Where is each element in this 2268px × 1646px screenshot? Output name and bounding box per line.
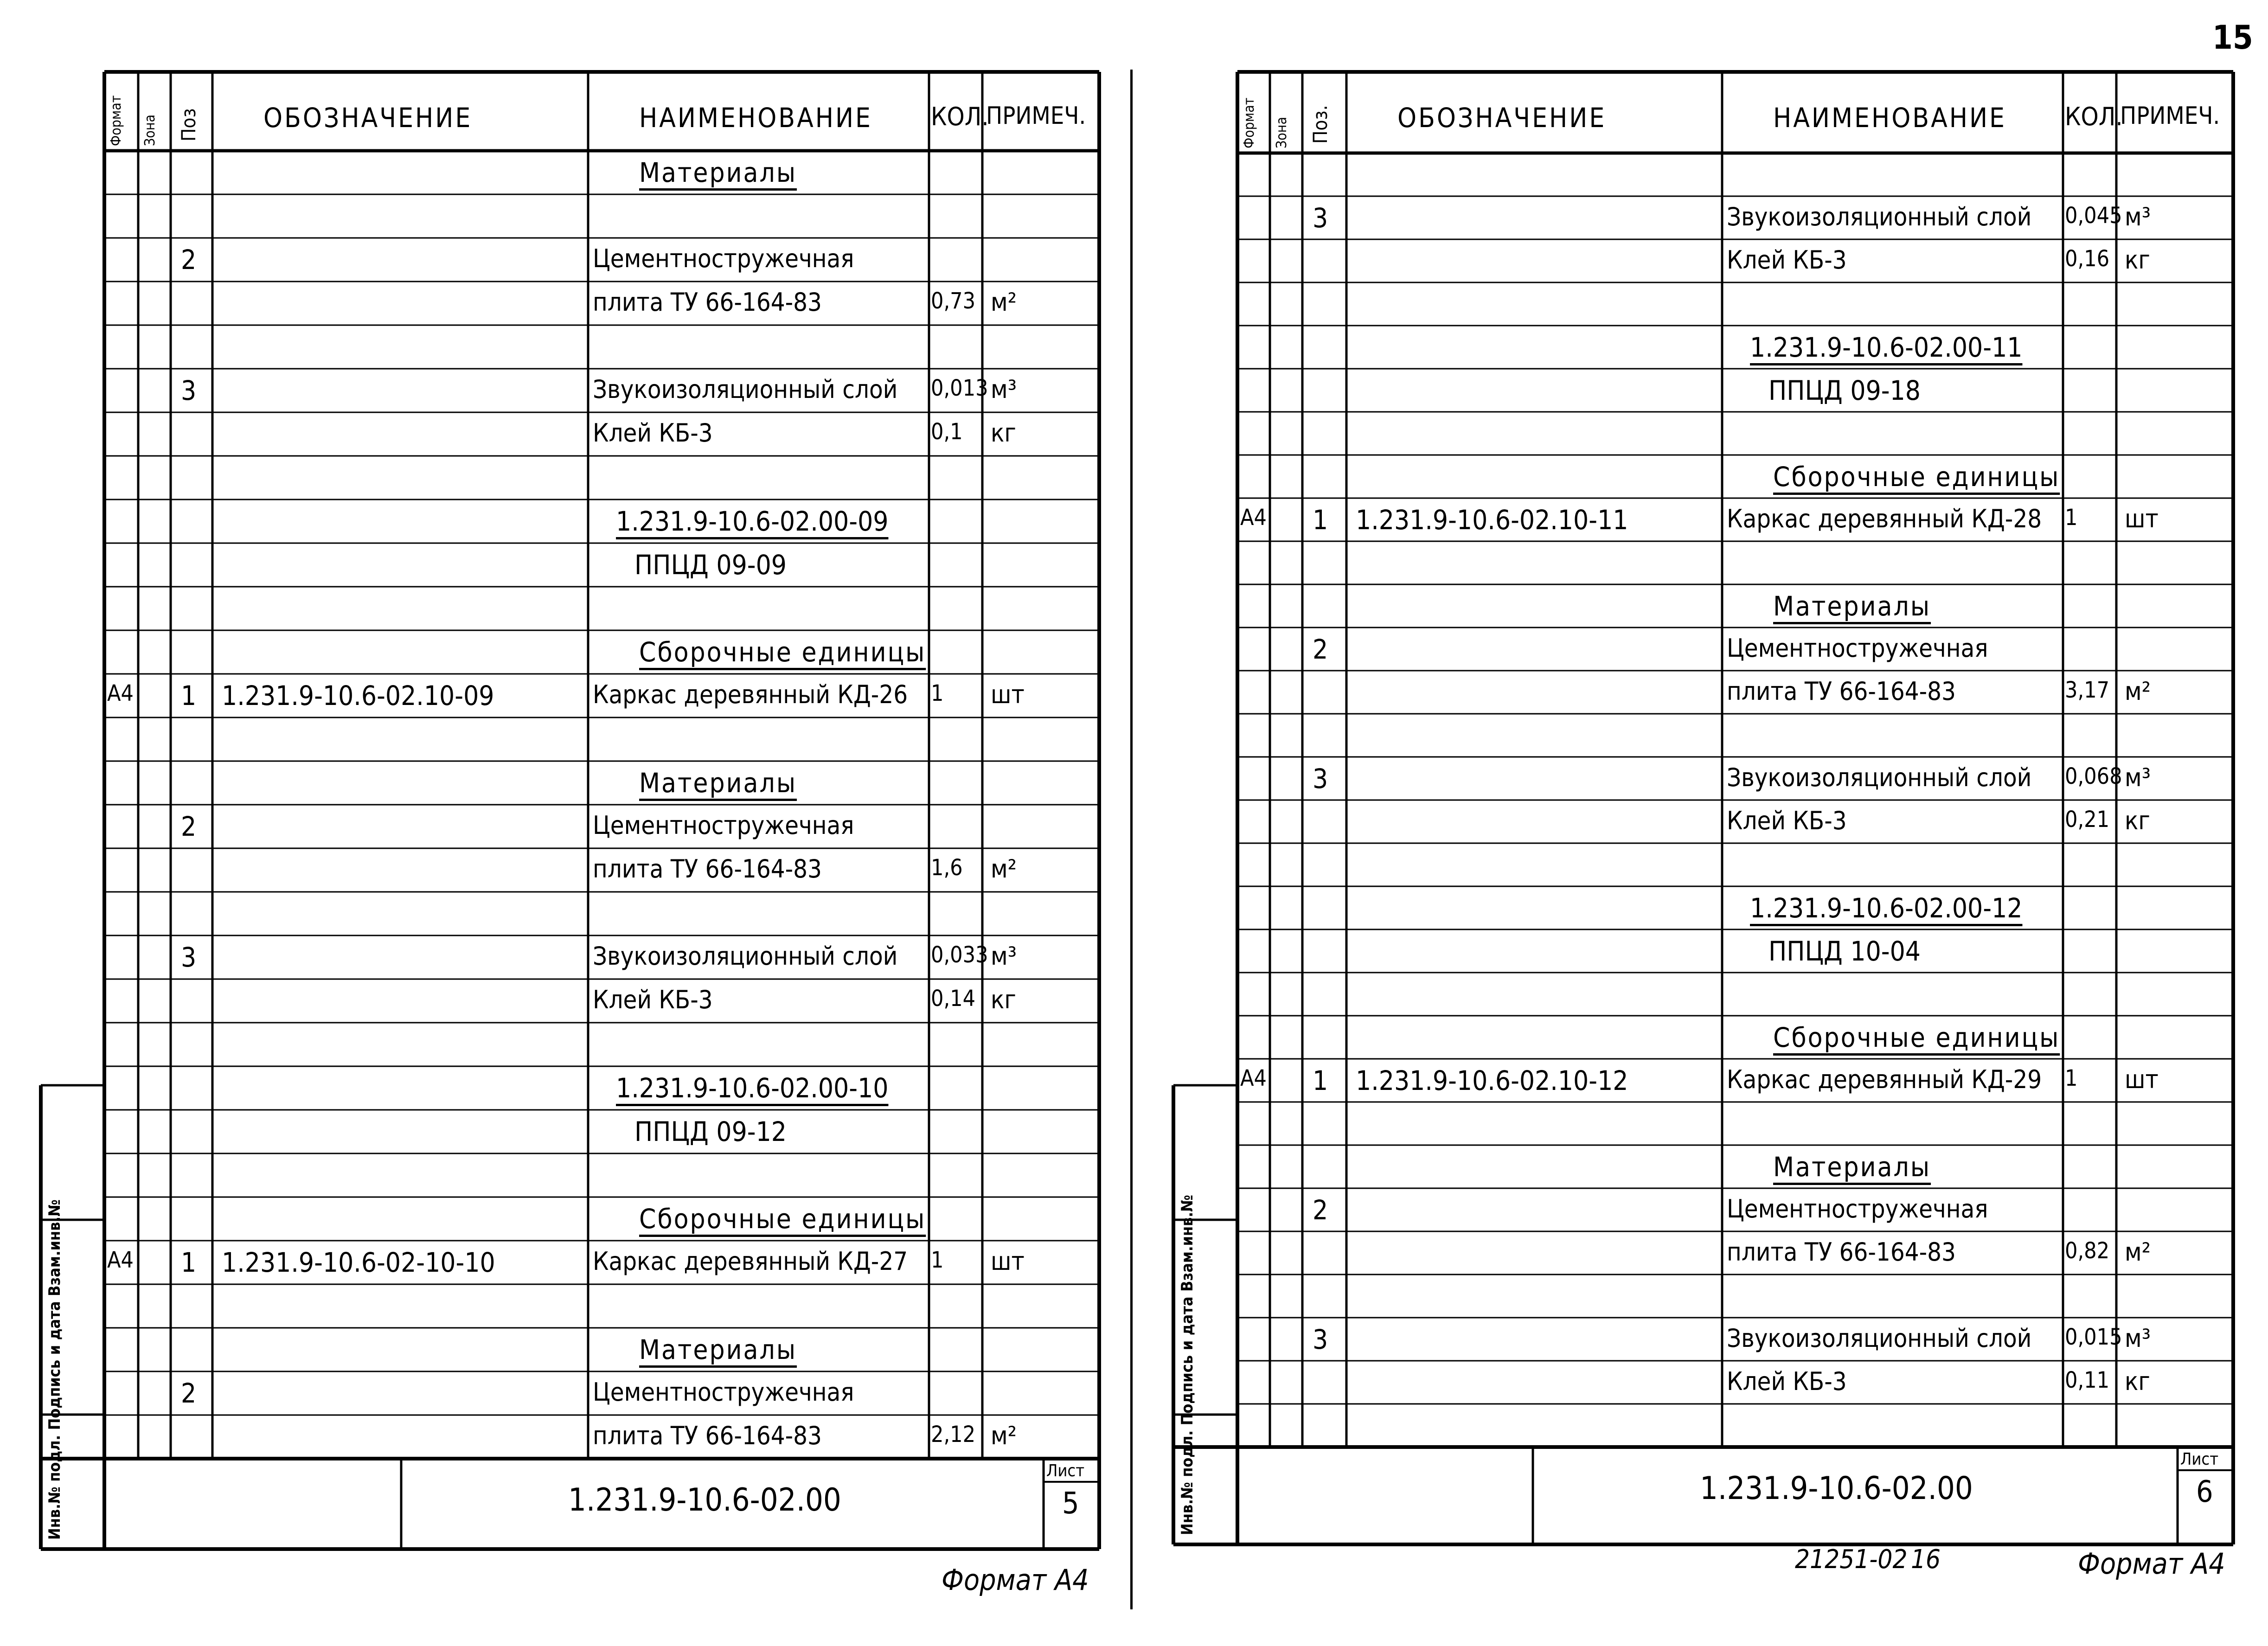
row-name: Клей КБ-3	[1727, 245, 1847, 275]
row-note: м²	[2125, 677, 2151, 706]
row-position: 1	[181, 1247, 197, 1278]
row-name: Звукоизоляционный слой	[593, 941, 898, 971]
row-name: Каркас деревянный КД-28	[1727, 504, 2042, 533]
row-quantity: 0,82	[2065, 1238, 2110, 1264]
row-position: 2	[181, 244, 197, 275]
format-label-right: Формат А4	[2078, 1547, 2225, 1581]
row-position: 3	[181, 375, 197, 406]
row-name: плита ТУ 66-164-83	[1727, 677, 1956, 706]
archive-page: 16	[1911, 1544, 1941, 1575]
row-designation: 1.231.9-10.6-02.10-12	[1356, 1065, 1628, 1096]
sheet-number: 6	[2196, 1475, 2213, 1509]
row-name: Материалы	[639, 767, 797, 799]
row-note: кг	[2125, 245, 2150, 275]
row-name: Сборочные единицы	[639, 636, 926, 668]
row-quantity: 0,015	[2065, 1324, 2122, 1350]
row-quantity: 1	[2065, 1065, 2078, 1091]
row-note: кг	[2125, 1367, 2150, 1396]
row-name: плита ТУ 66-164-83	[593, 854, 822, 884]
header-qty: КОЛ.	[2065, 102, 2123, 131]
header-note: ПРИМЕЧ.	[2120, 102, 2220, 130]
row-name: Материалы	[1773, 590, 1931, 622]
row-name: Цементностружечная	[593, 811, 854, 840]
row-note: шт	[2125, 1065, 2159, 1094]
row-quantity: 0,16	[2065, 246, 2110, 272]
row-name: Материалы	[1773, 1151, 1931, 1183]
row-name: Сборочные единицы	[1773, 1022, 2060, 1053]
row-note: м³	[2125, 1324, 2151, 1353]
row-name: Клей КБ-3	[593, 418, 713, 448]
row-quantity: 0,045	[2065, 203, 2122, 229]
row-note: м²	[991, 288, 1017, 317]
row-quantity: 0,013	[931, 375, 988, 401]
row-format: А4	[1240, 1065, 1267, 1091]
row-name: ППЦД 09-09	[634, 549, 787, 581]
row-position: 3	[1313, 202, 1328, 234]
header-zone: Зона	[1274, 117, 1290, 148]
row-designation: 1.231.9-10.6-02.10-11	[1356, 504, 1628, 536]
row-name: Цементностружечная	[1727, 1194, 1988, 1223]
side-stamp-label: Инв.№ подл. Подпись и дата Взам.инв.№	[1178, 1195, 1197, 1535]
row-quantity: 3,17	[2065, 677, 2110, 703]
row-note: м³	[991, 941, 1017, 971]
row-note: м³	[2125, 763, 2151, 792]
row-name: Каркас деревянный КД-27	[593, 1247, 908, 1276]
document-code: 1.231.9-10.6-02.00	[1700, 1470, 1973, 1507]
row-format: А4	[107, 1247, 134, 1273]
row-position: 2	[181, 811, 197, 842]
sheet-label: Лист	[2180, 1450, 2219, 1469]
row-position: 2	[1313, 634, 1328, 665]
row-name: Материалы	[639, 157, 797, 188]
header-designation: ОБОЗНАЧЕНИЕ	[263, 102, 473, 134]
row-name: Сборочные единицы	[1773, 461, 2060, 493]
header-zone: Зона	[142, 115, 158, 146]
row-name: Звукоизоляционный слой	[1727, 202, 2032, 231]
row-position: 1	[1313, 504, 1328, 536]
row-quantity: 0,11	[2065, 1367, 2110, 1393]
row-note: м³	[991, 375, 1017, 404]
row-name: Цементностружечная	[1727, 634, 1988, 663]
row-name: Каркас деревянный КД-26	[593, 680, 908, 709]
row-quantity: 0,033	[931, 942, 988, 968]
sheet-label: Лист	[1046, 1461, 1085, 1480]
page-number: 15	[2212, 19, 2253, 57]
row-name: ППЦД 09-12	[634, 1116, 787, 1147]
document-code: 1.231.9-10.6-02.00	[568, 1482, 841, 1518]
row-note: кг	[991, 985, 1016, 1014]
row-name: Каркас деревянный КД-29	[1727, 1065, 2042, 1094]
row-position: 3	[181, 941, 197, 973]
row-note: кг	[2125, 806, 2150, 835]
row-quantity: 1	[931, 680, 944, 706]
row-note: кг	[991, 418, 1016, 448]
header-pos: Поз	[177, 108, 200, 141]
row-designation: 1.231.9-10.6-02.10-09	[222, 680, 494, 711]
row-name: 1.231.9-10.6-02.00-09	[616, 506, 889, 537]
row-format: А4	[1240, 505, 1267, 531]
row-name: Клей КБ-3	[593, 985, 713, 1014]
row-position: 2	[181, 1377, 197, 1409]
row-name: Клей КБ-3	[1727, 806, 1847, 835]
row-name: Цементностружечная	[593, 1377, 854, 1407]
row-note: м²	[991, 854, 1017, 884]
archive-number: 21251-02	[1795, 1544, 1908, 1575]
row-quantity: 1,6	[931, 855, 963, 881]
row-note: м³	[2125, 202, 2151, 231]
header-pos: Поз.	[1309, 105, 1332, 144]
row-note: шт	[991, 680, 1025, 709]
row-name: ППЦД 10-04	[1768, 935, 1921, 967]
header-name: НАИМЕНОВАНИЕ	[1773, 102, 2006, 134]
row-quantity: 0,21	[2065, 807, 2110, 833]
row-quantity: 1	[2065, 505, 2078, 531]
row-note: м²	[991, 1421, 1017, 1450]
row-name: 1.231.9-10.6-02.00-12	[1750, 892, 2023, 924]
row-name: Звукоизоляционный слой	[1727, 763, 2032, 792]
row-quantity: 0,73	[931, 288, 976, 314]
row-quantity: 0,1	[931, 419, 963, 445]
row-name: Цементностружечная	[593, 244, 854, 273]
row-name: 1.231.9-10.6-02.00-11	[1750, 332, 2023, 363]
row-name: Материалы	[639, 1334, 797, 1365]
row-name: Клей КБ-3	[1727, 1367, 1847, 1396]
row-note: м²	[2125, 1237, 2151, 1267]
header-name: НАИМЕНОВАНИЕ	[639, 102, 872, 134]
header-designation: ОБОЗНАЧЕНИЕ	[1397, 102, 1607, 134]
side-stamp-label: Инв.№ подл. Подпись и дата Взам.инв.№	[45, 1199, 64, 1540]
row-name: Звукоизоляционный слой	[593, 375, 898, 404]
row-name: 1.231.9-10.6-02.00-10	[616, 1072, 889, 1104]
row-position: 3	[1313, 1324, 1328, 1355]
format-label-left: Формат А4	[942, 1563, 1089, 1597]
row-quantity: 1	[931, 1247, 944, 1273]
row-name: плита ТУ 66-164-83	[1727, 1237, 1956, 1267]
row-position: 2	[1313, 1194, 1328, 1226]
row-name: Сборочные единицы	[639, 1203, 926, 1235]
row-note: шт	[2125, 504, 2159, 533]
row-quantity: 2,12	[931, 1422, 976, 1447]
row-note: шт	[991, 1247, 1025, 1276]
row-name: ППЦД 09-18	[1768, 375, 1921, 406]
row-quantity: 0,14	[931, 986, 976, 1012]
row-quantity: 0,068	[2065, 763, 2122, 789]
row-position: 1	[181, 680, 197, 711]
row-name: плита ТУ 66-164-83	[593, 288, 822, 317]
header-format: Формат	[108, 95, 124, 146]
header-format: Формат	[1241, 97, 1257, 148]
header-note: ПРИМЕЧ.	[986, 102, 1086, 130]
row-format: А4	[107, 680, 134, 706]
sheet-number: 5	[1062, 1486, 1079, 1521]
row-name: Звукоизоляционный слой	[1727, 1324, 2032, 1353]
row-designation: 1.231.9-10.6-02-10-10	[222, 1247, 495, 1278]
row-name: плита ТУ 66-164-83	[593, 1421, 822, 1450]
row-position: 3	[1313, 763, 1328, 794]
header-qty: КОЛ.	[931, 102, 989, 131]
row-position: 1	[1313, 1065, 1328, 1096]
